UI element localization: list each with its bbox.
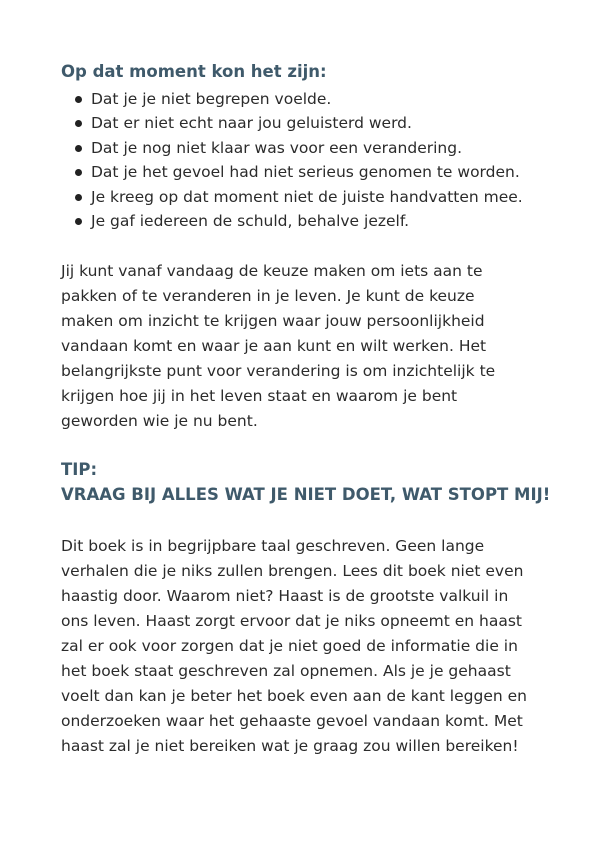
- bullet-icon: [75, 145, 82, 152]
- paragraph-line: pakken of te veranderen in je leven. Je kunt de keuze: [61, 287, 475, 305]
- paragraph-line: ons leven. Haast zorgt ervoor dat je niks opneemt en haast: [61, 612, 522, 630]
- paragraph-line: haast zal je niet bereiken wat je graag zou willen bereiken!: [61, 737, 519, 755]
- bullet-icon: [75, 120, 82, 127]
- list-item-text: Dat er niet echt naar jou geluisterd werd.: [91, 114, 412, 133]
- paragraph-line: haastig door. Waarom niet? Haast is de grootste valkuil in: [61, 587, 509, 605]
- paragraph-line: zal er ook voor zorgen dat je niet goed de informatie die in: [61, 637, 518, 655]
- paragraph-line: Jij kunt vanaf vandaag de keuze maken om iets aan te: [61, 262, 483, 280]
- list-item-text: Je kreeg op dat moment niet de juiste handvatten mee.: [91, 187, 523, 206]
- list-item: [61, 87, 523, 111]
- bullet-icon: [75, 96, 82, 103]
- tip-text: VRAAG BIJ ALLES WAT JE NIET DOET, WAT STOPT MIJ!: [61, 485, 551, 504]
- paragraph-line: verhalen die je niks zullen brengen. Lees dit boek niet even: [61, 562, 524, 580]
- section-heading: Op dat moment kon het zijn:: [61, 62, 327, 81]
- paragraph-line: vandaan komt en waar je aan kunt en wilt werken. Het: [61, 337, 487, 355]
- tip-label: TIP:: [61, 460, 98, 479]
- paragraph-line: voelt dan kan je beter het boek even aan de kant leggen en: [61, 687, 527, 705]
- list-item-text: Dat je het gevoel had niet serieus genomen te worden.: [91, 163, 520, 182]
- paragraph-book: [61, 534, 561, 759]
- list-item: [61, 185, 523, 209]
- paragraph-line: het boek staat geschreven zal opnemen. Als je je gehaast: [61, 662, 511, 680]
- bullet-icon: [75, 218, 82, 225]
- paragraph-line: maken om inzicht te krijgen waar jouw persoonlijkheid: [61, 312, 485, 330]
- paragraph-line: geworden wie je nu bent.: [61, 412, 258, 430]
- list-item: [61, 160, 523, 184]
- list-item: [61, 136, 523, 160]
- paragraph-intro: [61, 259, 561, 434]
- bullet-icon: [75, 169, 82, 176]
- paragraph-line: belangrijkste punt voor verandering is om inzichtelijk te: [61, 362, 496, 380]
- paragraph-line: krijgen hoe jij in het leven staat en waarom je bent: [61, 387, 458, 405]
- bullet-icon: [75, 194, 82, 201]
- list-item-text: Dat je nog niet klaar was voor een verandering.: [91, 138, 463, 157]
- list-item: [61, 111, 523, 135]
- bullet-list: [61, 87, 523, 233]
- paragraph-line: Dit boek is in begrijpbare taal geschreven. Geen lange: [61, 537, 485, 555]
- list-item: [61, 209, 523, 233]
- list-item-text: Je gaf iedereen de schuld, behalve jezelf.: [91, 211, 410, 230]
- list-item-text: Dat je je niet begrepen voelde.: [91, 90, 332, 108]
- paragraph-line: onderzoeken waar het gehaaste gevoel vandaan komt. Met: [61, 712, 523, 730]
